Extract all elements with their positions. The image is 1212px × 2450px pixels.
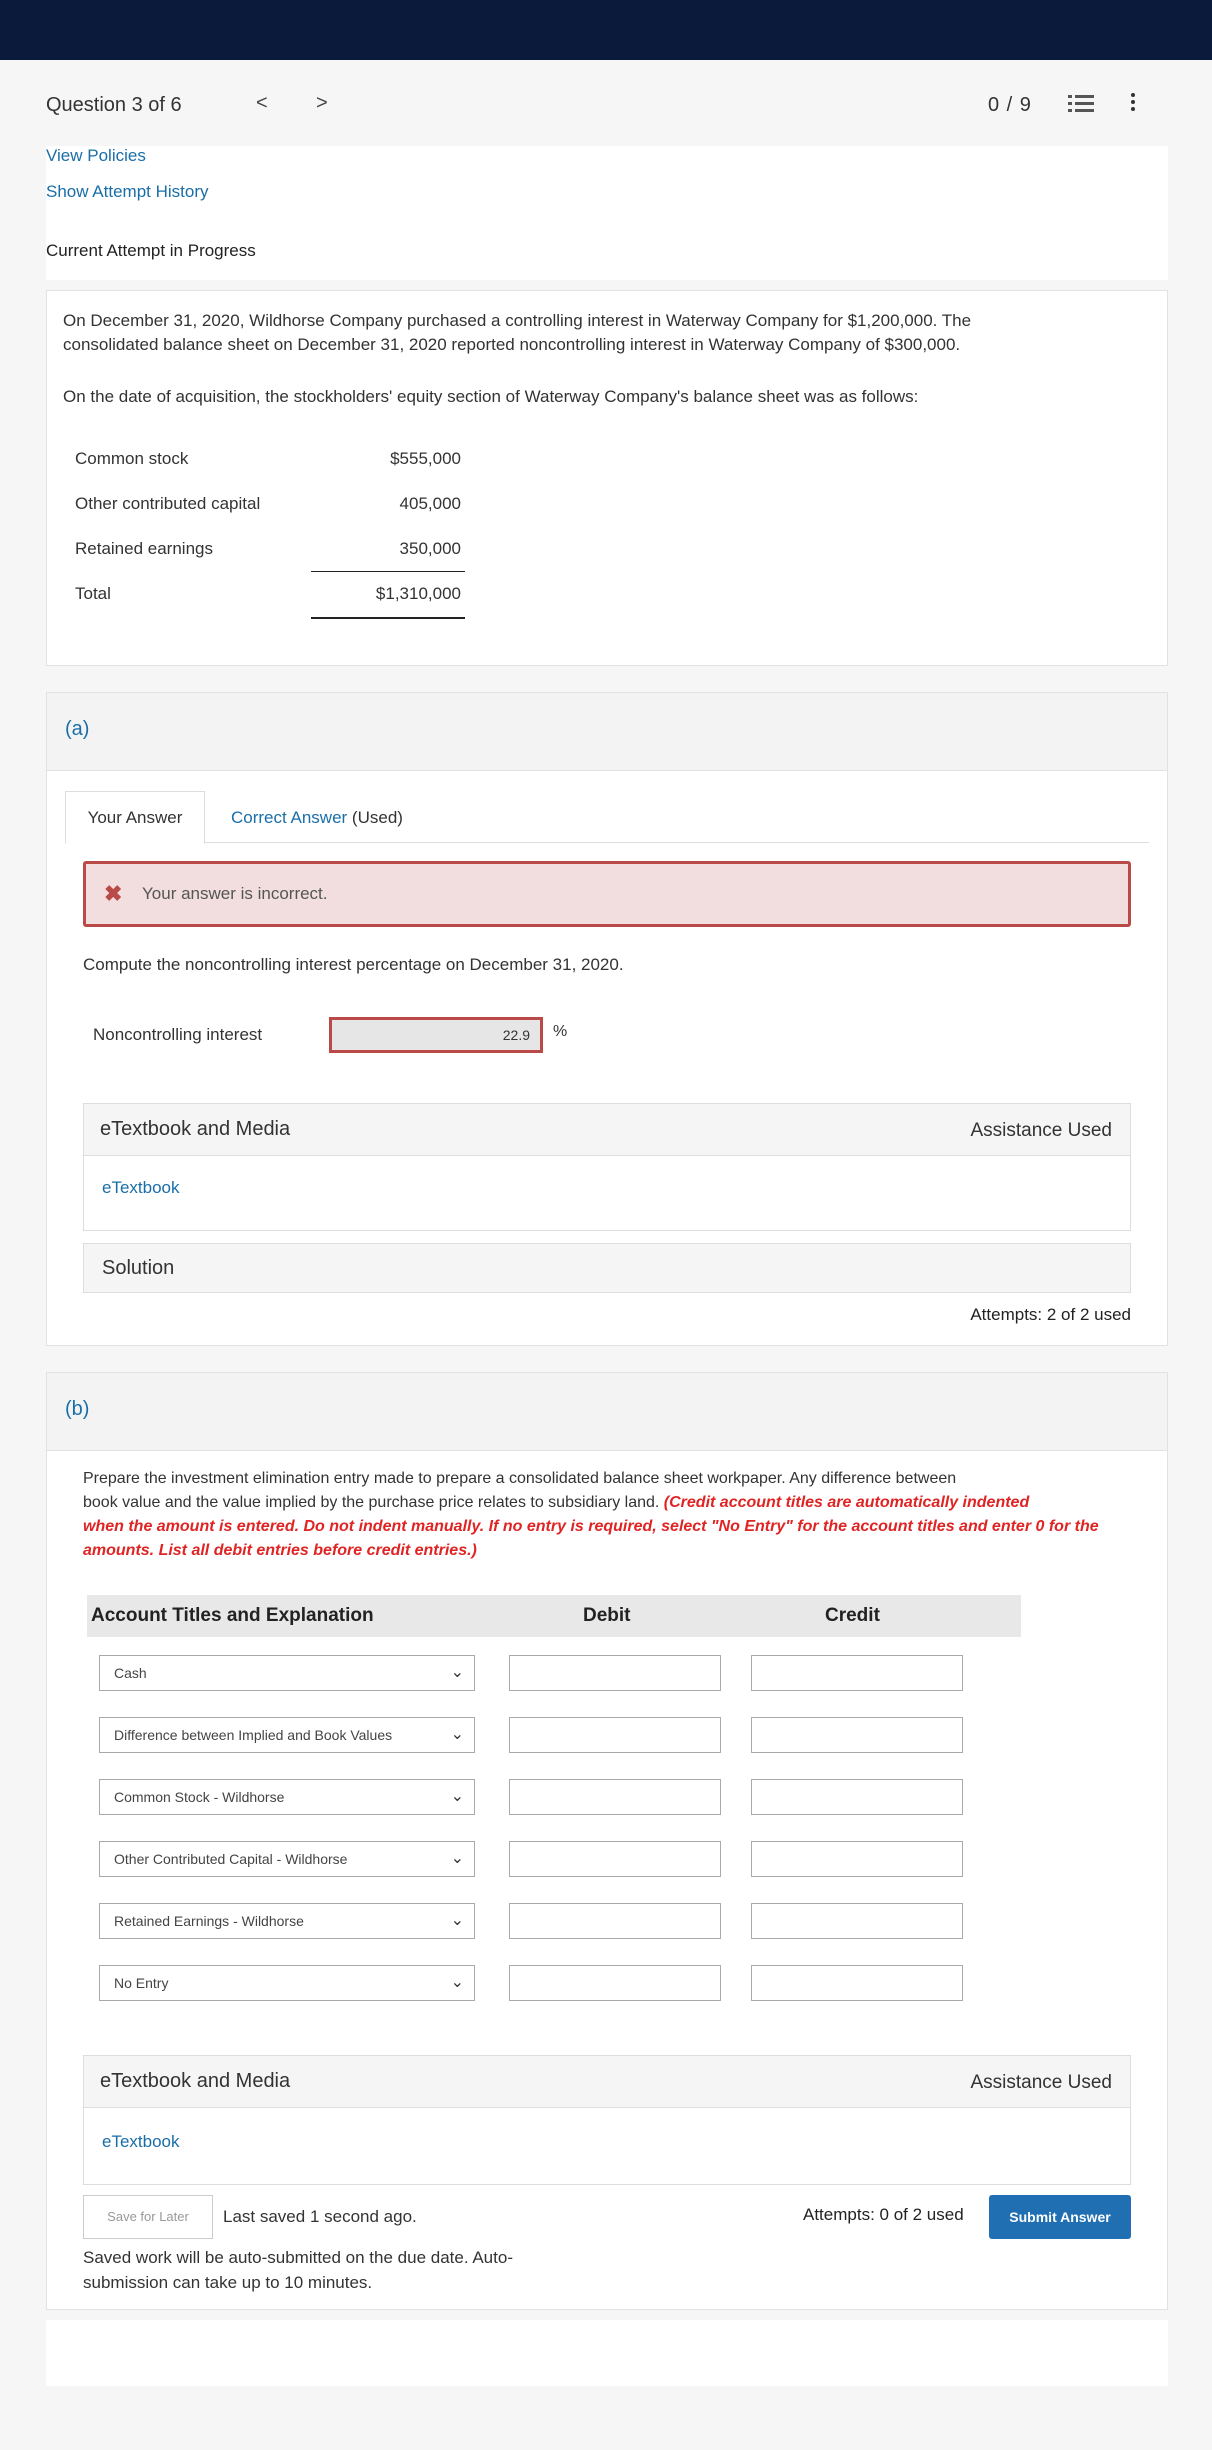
show-attempt-history-link[interactable]: Show Attempt History [46,182,209,201]
media-title: eTextbook and Media [100,2070,291,2092]
debit-input[interactable] [509,1655,721,1691]
credit-input[interactable] [751,1779,963,1815]
solution-panel[interactable] [83,1243,1131,1293]
problem-text-line: On December 31, 2020, Wildhorse Company purchased a controlling interest in Waterway Company for $1,200,000. The [63,311,972,330]
instruction-line-2 [83,1491,1143,1515]
chevron-down-icon: ⌄ [450,1974,464,1991]
problem-text-line: consolidated balance sheet on December 31, 2020 reported noncontrolling interest in Waterway Company of $300,000. [63,335,961,354]
account-select-value: Difference between Implied and Book Values [114,1727,393,1743]
incorrect-alert [83,861,1131,927]
next-question-button[interactable]: > [316,92,328,114]
equity-value: 405,000 [399,494,461,513]
current-attempt-heading: Current Attempt in Progress [46,241,256,260]
instruction-red: when the amount is entered. Do not indent manually. If no entry is required, select "No Entry" for the account titles and enter 0 for the [83,1518,1099,1535]
equity-label: Other contributed capital [75,494,261,513]
credit-column-header: Credit [825,1605,880,1626]
view-policies-link[interactable]: View Policies [46,146,146,165]
percent-unit: % [553,1023,568,1040]
instruction-red: (Credit account titles are automatically indented [663,1494,1030,1511]
chevron-down-icon: ⌄ [450,1912,464,1929]
equity-label: Total [75,584,111,603]
question-label: Question 3 of 6 [46,94,182,116]
chevron-down-icon: ⌄ [450,1788,464,1805]
save-for-later-button[interactable]: Save for Later [83,2195,213,2239]
account-select-value: Other Contributed Capital - Wildhorse [114,1851,348,1867]
assistance-used: Assistance Used [970,1120,1112,1141]
account-select-value: No Entry [114,1975,169,1991]
credit-input[interactable] [751,1655,963,1691]
solution-label: Solution [102,1257,175,1279]
instruction-line: Prepare the investment elimination entry made to prepare a consolidated balance sheet workpaper. Any difference between [83,1470,957,1487]
etextbook-link[interactable]: eTextbook [102,1178,180,1197]
account-select[interactable] [99,1965,475,2001]
part-a-label: (a) [65,718,90,740]
noncontrolling-interest-label: Noncontrolling interest [93,1025,263,1044]
debit-input[interactable] [509,1841,721,1877]
credit-input[interactable] [751,1841,963,1877]
part-b-attempts: Attempts: 0 of 2 used [803,2205,964,2224]
account-select-value: Common Stock - Wildhorse [114,1789,285,1805]
media-title: eTextbook and Media [100,1118,291,1140]
account-select-value: Retained Earnings - Wildhorse [114,1913,304,1929]
debit-input[interactable] [509,1965,721,2001]
account-select[interactable] [99,1779,475,1815]
part-a-attempts: Attempts: 2 of 2 used [970,1305,1131,1324]
etextbook-media-panel [83,1103,1131,1231]
etextbook-link[interactable]: eTextbook [102,2132,180,2151]
tab-your-answer[interactable]: Your Answer [65,791,205,844]
noncontrolling-interest-input[interactable]: 22.9 [329,1017,543,1053]
equity-label: Retained earnings [75,539,213,558]
equity-label: Common stock [75,449,189,468]
journal-header [87,1595,1021,1637]
etextbook-media-panel [83,2055,1131,2185]
credit-input[interactable] [751,1903,963,1939]
media-header [84,2056,1130,2108]
answer-tabs [65,791,1149,843]
equity-value: 350,000 [399,539,461,558]
account-select-value: Cash [114,1665,147,1681]
account-select[interactable] [99,1841,475,1877]
subtotal-rule [311,571,465,572]
equity-total: $1,310,000 [375,584,461,603]
score: 0 / 9 [988,94,1032,116]
last-saved-text: Last saved 1 second ago. [223,2207,417,2226]
chevron-down-icon: ⌄ [450,1664,464,1681]
instruction-text: book value and the value implied by the purchase price relates to subsidiary land. [83,1494,660,1511]
auto-submit-note: submission can take up to 10 minutes. [83,2273,373,2292]
part-a-header [47,693,1167,771]
total-rule [311,617,465,619]
part-b-header [47,1373,1167,1451]
credit-input[interactable] [751,1965,963,2001]
part-b-instructions [83,1467,1143,1563]
part-b-section [46,1372,1168,2310]
assistance-used: Assistance Used [970,2072,1112,2093]
problem-statement [46,290,1168,666]
account-select[interactable] [99,1717,475,1753]
tab-correct-answer-label: Correct Answer [231,808,348,827]
attempt-links [46,146,1168,280]
credit-input[interactable] [751,1717,963,1753]
debit-input[interactable] [509,1779,721,1815]
question-list-icon[interactable] [1068,93,1094,115]
debit-column-header: Debit [583,1605,631,1626]
question-header [0,60,1212,146]
problem-text-line: On the date of acquisition, the stockholders' equity section of Waterway Company's balance sheet was as follows: [63,387,919,406]
more-options-icon[interactable] [1128,90,1138,116]
debit-input[interactable] [509,1717,721,1753]
footer-panel [46,2320,1168,2386]
top-bar [0,0,1212,60]
incorrect-message: Your answer is incorrect. [142,884,328,903]
error-x-icon: ✖ [104,881,123,906]
debit-input[interactable] [509,1903,721,1939]
part-b-label: (b) [65,1398,90,1420]
account-select[interactable] [99,1655,475,1691]
part-a-prompt: Compute the noncontrolling interest percentage on December 31, 2020. [83,955,624,974]
tab-used-label: (Used) [347,808,403,827]
auto-submit-note: Saved work will be auto-submitted on the due date. Auto- [83,2248,513,2267]
equity-value: $555,000 [390,449,461,468]
instruction-red: amounts. List all debit entries before credit entries.) [83,1542,477,1559]
tab-correct-answer[interactable] [231,808,403,828]
account-column-header: Account Titles and Explanation [91,1605,374,1626]
part-a-section [46,692,1168,1346]
previous-question-button[interactable]: < [256,92,268,114]
chevron-down-icon: ⌄ [450,1726,464,1743]
submit-answer-button[interactable]: Submit Answer [989,2195,1131,2239]
chevron-down-icon: ⌄ [450,1850,464,1867]
account-select[interactable] [99,1903,475,1939]
media-header [84,1104,1130,1156]
